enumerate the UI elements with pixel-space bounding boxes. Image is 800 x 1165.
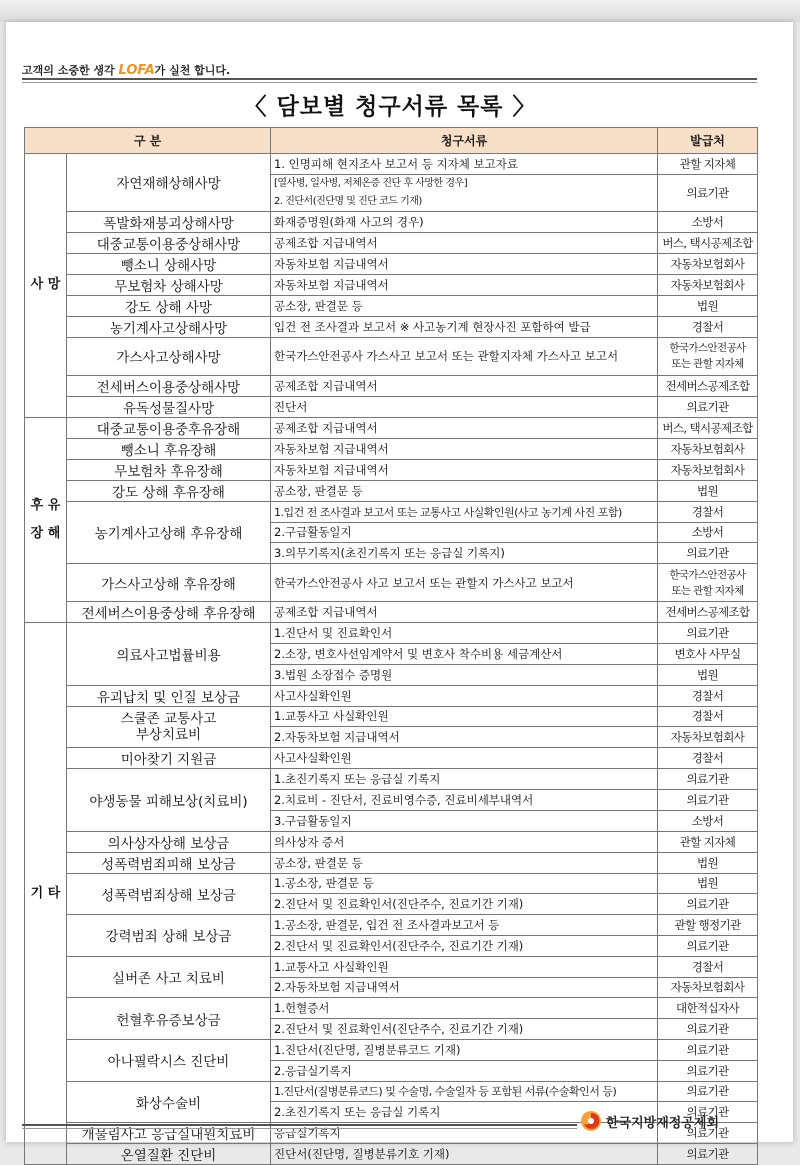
- issuer-cell: 경찰서: [658, 706, 758, 727]
- document-cell: 1.진단서(진단명, 질병분류코드 기재): [271, 1039, 658, 1060]
- category-cell-disability: 후 유 장 해: [25, 417, 67, 622]
- table-row: [25, 748, 758, 769]
- issuer-cell: 소방서: [658, 211, 758, 232]
- document-cell: 자동차보험 지급내역서: [271, 274, 658, 295]
- footer-divider-thin: [22, 1128, 577, 1129]
- column-header-category: 구 분: [25, 128, 271, 154]
- issuer-cell: 버스, 택시공제조합: [658, 417, 758, 438]
- issuer-cell: 자동차보험회사: [658, 438, 758, 459]
- document-cell: 2.자동차보험 지급내역서: [271, 727, 658, 748]
- issuer-cell: 자동차보험회사: [658, 459, 758, 480]
- category-cell-death: 사 망: [25, 154, 67, 418]
- issuer-cell: 의료기관: [658, 1123, 758, 1144]
- document-cell: [열사병, 일사병, 저체온증 진단 후 사망한 경우] 2. 진단서(진단명 및 진단 코드 기재): [271, 174, 658, 211]
- coverage-cell: 화상수술비: [67, 1081, 271, 1123]
- document-cell: 공제조합 지급내역서: [271, 417, 658, 438]
- tagline-pre: 고객의 소중한 생각: [22, 64, 119, 77]
- table-row: [25, 852, 758, 873]
- document-cell: 진단서(진단명, 질병분류기호 기재): [271, 1144, 658, 1165]
- document-cell: 자동차보험 지급내역서: [271, 438, 658, 459]
- table-row: [25, 295, 758, 316]
- table-row: [25, 417, 758, 438]
- table-row: [25, 375, 758, 396]
- document-cell: 2.구급활동일지: [271, 522, 658, 543]
- document-cell: 1.헌혈증서: [271, 998, 658, 1019]
- table-body: [25, 154, 758, 1165]
- table-row: [25, 1039, 758, 1060]
- table-row: [25, 769, 758, 790]
- table-row: [25, 915, 758, 936]
- coverage-cell: 아나필락시스 진단비: [67, 1039, 271, 1081]
- coverage-cell: 무보험차 상해사망: [67, 274, 271, 295]
- coverage-cell: 대중교통이용중상해사망: [67, 232, 271, 253]
- document-cell: 화재증명원(화재 사고의 경우): [271, 211, 658, 232]
- document-cell: 1.초진기록지 또는 응급실 기록지: [271, 769, 658, 790]
- issuer-cell: 의료기관: [658, 935, 758, 956]
- coverage-cell: 농기계사고상해사망: [67, 316, 271, 337]
- document-cell: 응급실기록지: [271, 1123, 658, 1144]
- coverage-cell: 강력범죄 상해 보상금: [67, 915, 271, 957]
- document-cell: 2.진단서 및 진료확인서(진단주수, 진료기간 기재): [271, 894, 658, 915]
- document-cell: 2.자동차보험 지급내역서: [271, 977, 658, 998]
- coverage-cell: 의료사고법률비용: [67, 623, 271, 685]
- coverage-cell: 대중교통이용중후유장해: [67, 417, 271, 438]
- document-cell: 2.응급실기록지: [271, 1060, 658, 1081]
- issuer-cell: 한국가스안전공사 또는 관할 지자체: [658, 564, 758, 602]
- issuer-cell: 법원: [658, 852, 758, 873]
- document-cell: 진단서: [271, 396, 658, 417]
- issuer-cell: 버스, 택시공제조합: [658, 232, 758, 253]
- page-title: 〈 담보별 청구서류 목록 〉: [243, 94, 537, 120]
- coverage-cell: 강도 상해 사망: [67, 295, 271, 316]
- table-row: [25, 253, 758, 274]
- issuer-cell: 경찰서: [658, 748, 758, 769]
- table-row: [25, 438, 758, 459]
- document-cell: 1.진단서(질병분류코드) 및 수술명, 수술일자 등 포함된 서류(수술확인서 등): [271, 1081, 658, 1102]
- issuer-cell: 법원: [658, 480, 758, 501]
- document-cell: 2.진단서 및 진료확인서(진단주수, 진료기간 기재): [271, 935, 658, 956]
- tagline-divider: [22, 78, 757, 80]
- coverage-cell: 성폭력범죄상해 보상금: [67, 873, 271, 915]
- coverage-cell: 무보험차 후유장해: [67, 459, 271, 480]
- document-cell: 공소장, 판결문 등: [271, 852, 658, 873]
- document-cell: 자동차보험 지급내역서: [271, 459, 658, 480]
- coverage-cell: 폭발화재붕괴상해사망: [67, 211, 271, 232]
- issuer-cell: 의료기관: [658, 543, 758, 564]
- coverage-cell: 전세버스이용중상해 후유장해: [67, 602, 271, 623]
- coverage-cell: 헌혈후유증보상금: [67, 998, 271, 1040]
- issuer-cell: 의료기관: [658, 396, 758, 417]
- issuer-cell: 관할 행정기관: [658, 915, 758, 936]
- document-cell: 2.진단서 및 진료확인서(진단주수, 진료기간 기재): [271, 1019, 658, 1040]
- document-cell: 3.구급활동일지: [271, 810, 658, 831]
- table-row: [25, 1081, 758, 1102]
- issuer-cell: 의료기관: [658, 769, 758, 790]
- issuer-cell: 의료기관: [658, 789, 758, 810]
- issuer-cell: 소방서: [658, 522, 758, 543]
- orange-swirl-logo-icon: [580, 1110, 602, 1132]
- tagline: [22, 62, 230, 78]
- issuer-cell: 자동차보험회사: [658, 977, 758, 998]
- coverage-cell: 가스사고상해사망: [67, 337, 271, 375]
- document-cell: 1.교통사고 사실확인원: [271, 706, 658, 727]
- document-cell: 1.공소장, 판결문, 입건 전 조사결과보고서 등: [271, 915, 658, 936]
- document-cell: 2.초진기록지 또는 응급실 기록지: [271, 1102, 658, 1123]
- table-row: [25, 232, 758, 253]
- issuer-cell: 대한적십자사: [658, 998, 758, 1019]
- organization-name: 한국지방재정공제회: [606, 1115, 720, 1131]
- table-row: [25, 623, 758, 644]
- table-row: [25, 685, 758, 706]
- top-strip: [0, 0, 800, 22]
- table-row: [25, 337, 758, 375]
- issuer-cell: 전세버스공제조합: [658, 375, 758, 396]
- issuer-cell: 경찰서: [658, 501, 758, 522]
- document-cell: 자동차보험 지급내역서: [271, 253, 658, 274]
- issuer-cell: 법원: [658, 295, 758, 316]
- coverage-cell: 전세버스이용중상해사망: [67, 375, 271, 396]
- document-cell: 사고사실확인원: [271, 685, 658, 706]
- table-row: [25, 831, 758, 852]
- issuer-cell: 의료기관: [658, 623, 758, 644]
- issuer-cell: 관할 지자체: [658, 831, 758, 852]
- column-header-documents: 청구서류: [271, 128, 658, 154]
- document-cell: 입건 전 조사결과 보고서 ※ 사고농기계 현장사진 포함하여 발급: [271, 316, 658, 337]
- document-cell: 한국가스안전공사 가스사고 보고서 또는 관할지자체 가스사고 보고서: [271, 337, 658, 375]
- table-row: [25, 316, 758, 337]
- document-cell: 한국가스안전공사 사고 보고서 또는 관할지 가스사고 보고서: [271, 564, 658, 602]
- coverage-cell: 실버존 사고 치료비: [67, 956, 271, 998]
- issuer-cell: 의료기관: [658, 1144, 758, 1165]
- table-row: [25, 396, 758, 417]
- table-row: [25, 998, 758, 1019]
- issuer-cell: 전세버스공제조합: [658, 602, 758, 623]
- coverage-cell: 성폭력범죄피해 보상금: [67, 852, 271, 873]
- issuer-cell: 자동차보험회사: [658, 727, 758, 748]
- coverage-cell: 유독성물질사망: [67, 396, 271, 417]
- issuer-cell: 한국가스안전공사 또는 관할 지자체: [658, 337, 758, 375]
- issuer-cell: 소방서: [658, 810, 758, 831]
- coverage-cell: 뺑소니 후유장해: [67, 438, 271, 459]
- table-header-row: [25, 128, 758, 154]
- tagline-post: 가 실천 합니다.: [154, 64, 231, 77]
- coverage-cell: 자연재해상해사망: [67, 154, 271, 212]
- category-cell-other: 기 타: [25, 623, 67, 1165]
- coverage-cell: 뺑소니 상해사망: [67, 253, 271, 274]
- issuer-cell: 의료기관: [658, 1039, 758, 1060]
- document-cell: 공제조합 지급내역서: [271, 232, 658, 253]
- document-cell: 1.공소장, 판결문 등: [271, 873, 658, 894]
- document-cell: 사고사실확인원: [271, 748, 658, 769]
- issuer-cell: 의료기관: [658, 174, 758, 211]
- issuer-cell: 의료기관: [658, 1060, 758, 1081]
- issuer-cell: 법원: [658, 873, 758, 894]
- document-cell: 공소장, 판결문 등: [271, 295, 658, 316]
- issuer-cell: 변호사 사무실: [658, 643, 758, 664]
- issuer-cell: 자동차보험회사: [658, 274, 758, 295]
- column-header-issuer: 발급처: [658, 128, 758, 154]
- table-row: [25, 1144, 758, 1165]
- table-row: [25, 274, 758, 295]
- issuer-cell: 자동차보험회사: [658, 253, 758, 274]
- table-row: [25, 480, 758, 501]
- coverage-cell: 의사상자상해 보상금: [67, 831, 271, 852]
- table-row: [25, 501, 758, 522]
- issuer-cell: 의료기관: [658, 1019, 758, 1040]
- document-cell: 1.진단서 및 진료확인서: [271, 623, 658, 644]
- issuer-cell: 경찰서: [658, 316, 758, 337]
- table-row: [25, 211, 758, 232]
- coverage-cell: 스쿨존 교통사고 부상치료비: [67, 706, 271, 748]
- issuer-cell: 경찰서: [658, 685, 758, 706]
- issuer-cell: 의료기관: [658, 1081, 758, 1102]
- table-row: [25, 956, 758, 977]
- tagline-divider-thin: [22, 82, 757, 83]
- coverage-cell: 미아찾기 지원금: [67, 748, 271, 769]
- table-row: [25, 564, 758, 602]
- issuer-cell: 의료기관: [658, 1102, 758, 1123]
- document-cell: 3.법원 소장접수 증명원: [271, 664, 658, 685]
- document-cell: 의사상자 증서: [271, 831, 658, 852]
- document-cell: 공제조합 지급내역서: [271, 602, 658, 623]
- coverage-cell: 온열질환 진단비: [67, 1144, 271, 1165]
- footer-divider: [22, 1124, 577, 1126]
- document-cell: 공소장, 판결문 등: [271, 480, 658, 501]
- footer-logo: [580, 1110, 719, 1132]
- lofa-logo-word: LOFA: [118, 63, 155, 78]
- issuer-cell: 의료기관: [658, 894, 758, 915]
- table-row: [25, 706, 758, 727]
- document-cell: 1.입건 전 조사결과 보고서 또는 교통사고 사실확인원(사고 농기계 사진 포함): [271, 501, 658, 522]
- document-cell: 3.의무기록지(초진기록지 또는 응급실 기록지): [271, 543, 658, 564]
- coverage-cell: 유괴납치 및 인질 보상금: [67, 685, 271, 706]
- document-cell: 1.교통사고 사실확인원: [271, 956, 658, 977]
- issuer-cell: 경찰서: [658, 956, 758, 977]
- coverage-cell: 가스사고상해 후유장해: [67, 564, 271, 602]
- issuer-cell: 관할 지자체: [658, 154, 758, 175]
- claim-documents-table: [24, 127, 758, 1165]
- coverage-cell: 농기계사고상해 후유장해: [67, 501, 271, 563]
- table-row: [25, 602, 758, 623]
- issuer-cell: 법원: [658, 664, 758, 685]
- document-cell: 공제조합 지급내역서: [271, 375, 658, 396]
- document-cell: 2.소장, 변호사선임계약서 및 변호사 착수비용 세금계산서: [271, 643, 658, 664]
- table-row: [25, 873, 758, 894]
- coverage-cell: 개물림사고 응급실내원치료비: [67, 1123, 271, 1144]
- document-cell: 1. 인명피해 현지조사 보고서 등 지자체 보고자료: [271, 154, 658, 175]
- document-cell: 2.치료비 - 진단서, 진료비영수증, 진료비세부내역서: [271, 789, 658, 810]
- coverage-cell: 강도 상해 후유장해: [67, 480, 271, 501]
- coverage-cell: 야생동물 피해보상(치료비): [67, 769, 271, 831]
- table-row: [25, 154, 758, 175]
- table-row: [25, 459, 758, 480]
